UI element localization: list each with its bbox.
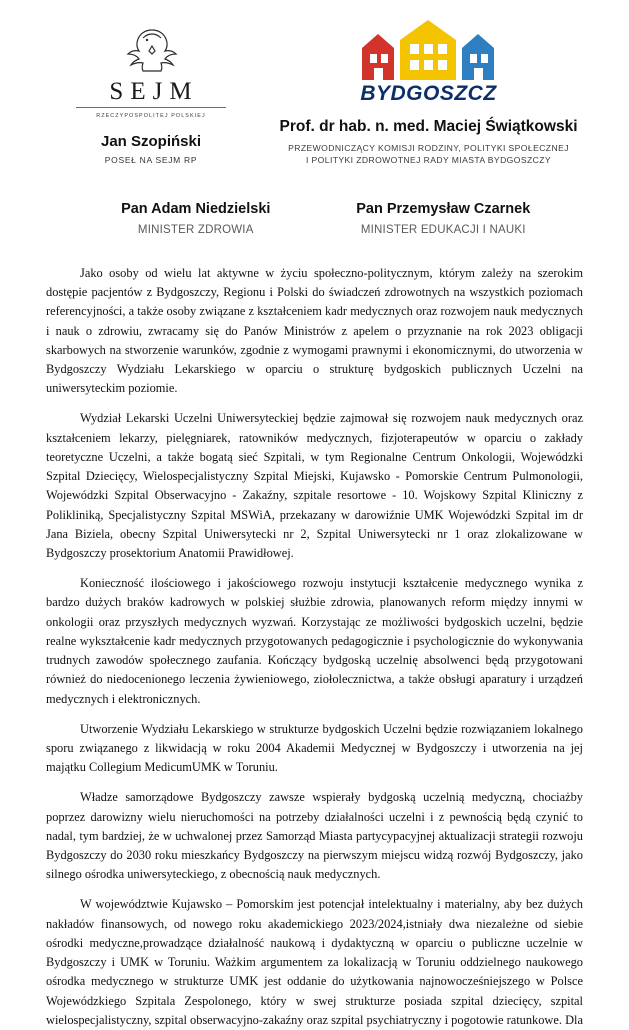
letterhead-row (42, 18, 587, 167)
sejm-subtitle: RZECZYPOSPOLITEJ POLSKIEJ (96, 113, 206, 119)
addressee-1 (72, 201, 320, 236)
letter-paragraph: Utworzenie Wydziału Lekarskiego w strukturze bydgoskich Uczelni będzie rozwiązaniem lokalnego sporu związanego z likwidacją w roku 2004 Akademii Medycznej w Bydgoszczy i utworzenia na jej majątku Collegium MedicumUMK w Toruniu. (46, 721, 583, 775)
addressee-row (42, 201, 587, 236)
letter-body (42, 264, 587, 1030)
addressee-2-role: MINISTER EDUKACJI I NAUKI (360, 223, 526, 236)
letter-paragraph: Władze samorządowe Bydgoszczy zawsze wspierały bydgoską uczelnią medyczną, chociażby poprzez darowizny wielu nieruchomości na potrzeby działalności uczelni i z pewnością będą czynić to nadal, tym bardziej, że w uchwalonej przez Samorząd Miasta partycypacyjnej aktualizacji strategii rozwoju Bydgoszczy do 2030 roku mieszkańcy Bydgoszczy na pierwszym miejscu widzą rozwój Bydgoszczy, jako silnego ośrodka uniwersyteckiego, z obecnością nauk medycznych. (46, 790, 583, 882)
letterhead-left (42, 18, 260, 165)
sejm-eagle-icon (77, 26, 225, 77)
sender-right-name: Prof. dr hab. n. med. Maciej Świątkowski (279, 118, 578, 135)
sender-right-role-line2: I POLITYKI ZDROWOTNEJ RADY MIASTA BYDGOSZCZY (305, 155, 552, 166)
letter-paragraph: W województwie Kujawsko – Pomorskim jest potencjał intelektualny i materialny, aby bez dużych nakładów finansowych, od nowego roku akademickiego 2023/2024,istniały dwa niezależne od siebie ośrodki medyczne,prowadzące działalność naukową i dydaktyczną w oparciu o publiczne uczelnie w Bydgoszczy i UMK w Toruniu. Ważkim argumentem za lokalizacją w Toruniu oddzielnego naukowego ośrodka medycznego w strukturze UMK jest oddanie do użytkowania najnowocześniejszego w Polsce Wojewódzkiego Szpitala Zespolonego, który w swej strukturze posiada szpital dziecięcy, szpital wielospecjalistyczny, szpital obserwacyjno-zakaźny oraz szpital psychiatryczny i pogotowie ratunkowe. Dla (46, 897, 583, 1027)
sejm-divider (76, 107, 226, 108)
letter-paragraph: Jako osoby od wielu lat aktywne w życiu społeczno-politycznym, którym zależy na szerokim dostępie pacjentów z Bydgoszczy, Regionu i Polski do świadczeń zdrowotnych na wszystkich poziomach referencyjności, a także osoby związane z kształceniem kadr medycznych oraz rozwojem nauk medycznych i nauk o zdrowiu, zwracamy się do Panów Ministrów z apelem o przyznanie na rok 2023 obligacji skarbowych na stworzenie warunków, zgodnie z wymogami prawnymi i ekonomicznymi, do utworzenia w Bydgoszczy Wydziału Lekarskiego w oparciu o strukturę bydgoskich publicznych Uczelni na uniwersyteckim poziomie. (46, 265, 583, 396)
addressee-2-name: Pan Przemysław Czarnek (356, 200, 531, 217)
bydgoszcz-wordmark: BYDGOSZCZ (360, 82, 497, 105)
letterhead-right (270, 18, 587, 167)
bydgoszcz-houses-icon (354, 18, 504, 84)
sender-left-role: POSEŁ NA SEJM RP (104, 155, 198, 165)
addressee-1-role: MINISTER ZDROWIA (137, 223, 254, 236)
sender-right-role-line1: PRZEWODNICZĄCY KOMISJI RODZINY, POLITYKI SPOŁECZNEJ (288, 143, 569, 153)
addressee-2 (320, 201, 568, 236)
sejm-wordmark: SEJM (109, 78, 199, 105)
sender-left-name: Jan Szopiński (100, 133, 202, 150)
letter-paragraph: Konieczność ilościowego i jakościowego rozwoju instytucji kształcenie medycznego wynika z bardzo dużych braków kadrowych w polskiej służbie zdrowia, planowanych reform między innymi w onkologii oraz przyszłych medycznych wyzwań. Korzystając ze możliwości bydgoskich uczelni, będzie realne wykształcenie kadr medycznych przygotowanych pedagogicznie i psychologicznie do wykonywania trudnych zawodów społecznego zaufania. Kończący bydgoską uczelnię absolwenci będą przygotowani również do niedocenionego leczenia żywieniowego, ziołolecznictwa, a także obsługi aparatury i urządzeń medycznych i elektronicznych. (46, 576, 583, 706)
letter-paragraph: Wydział Lekarski Uczelni Uniwersyteckiej będzie zajmował się rozwojem nauk medycznych oraz kształceniem lekarzy, pielęgniarek, ratowników medycznych, fizjoterapeutów w oparciu o zakłady teoretyczne Uczelni, a także bogatą sieć Szpitali, w tym Regionalne Centrum Onkologii, Wojewódzki Szpital Dziecięcy, Wielospecjalistyczny Szpital Miejski, Kujawsko - Pomorskie Centrum Pulmonologii, Wojewódzki Szpital Obserwacyjno - Zakaźny, szpitale resortowe - 10. Wojskowy Szpital Kliniczny z Polikliniką, Specjalistyczny Szpital MSWiA, przekazany w darowiźnie UMK Wojewódzki Szpital im dr Jana Biziela, obecny Szpital Uniwersytecki nr 2, Szpital Uniwersytecki nr 1 oraz zlokalizowane w Bydgoszczy prosektorium Anatomii Prawidłowej. (46, 411, 583, 560)
addressee-1-name: Pan Adam Niedzielski (121, 200, 271, 217)
